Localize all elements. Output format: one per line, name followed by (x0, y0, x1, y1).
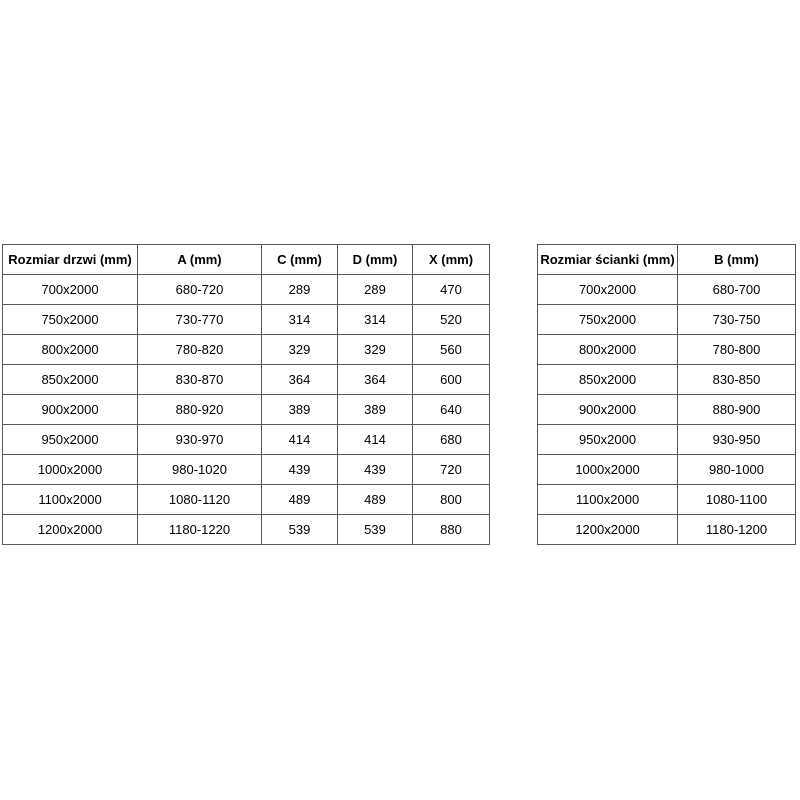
table-cell: 680-700 (678, 275, 796, 305)
table-cell: 640 (413, 395, 490, 425)
table-cell: 1100x2000 (538, 485, 678, 515)
column-header: A (mm) (138, 245, 262, 275)
table-cell: 950x2000 (538, 425, 678, 455)
table-cell: 800 (413, 485, 490, 515)
table-row (538, 275, 796, 305)
table-cell: 1080-1120 (138, 485, 262, 515)
table-cell: 980-1000 (678, 455, 796, 485)
table-cell: 1200x2000 (3, 515, 138, 545)
column-header: Rozmiar ścianki (mm) (538, 245, 678, 275)
table-row (3, 425, 490, 455)
table-cell: 680-720 (138, 275, 262, 305)
table-cell: 950x2000 (3, 425, 138, 455)
column-header: B (mm) (678, 245, 796, 275)
table-cell: 329 (338, 335, 413, 365)
table-cell: 289 (338, 275, 413, 305)
table-cell: 720 (413, 455, 490, 485)
table-row (3, 485, 490, 515)
table-cell: 489 (338, 485, 413, 515)
table-cell: 850x2000 (3, 365, 138, 395)
table-cell: 780-820 (138, 335, 262, 365)
table-cell: 389 (262, 395, 338, 425)
table-row (538, 395, 796, 425)
table-cell: 289 (262, 275, 338, 305)
table-row (3, 515, 490, 545)
table-cell: 1100x2000 (3, 485, 138, 515)
door-sizes-table (2, 244, 490, 545)
table-cell: 700x2000 (3, 275, 138, 305)
table-cell: 329 (262, 335, 338, 365)
table-cell: 750x2000 (538, 305, 678, 335)
table-cell: 314 (262, 305, 338, 335)
table-cell: 1200x2000 (538, 515, 678, 545)
table-row (3, 365, 490, 395)
table-row (3, 395, 490, 425)
table-cell: 364 (262, 365, 338, 395)
table-cell: 880-920 (138, 395, 262, 425)
table-cell: 900x2000 (3, 395, 138, 425)
door-sizes-header-row (3, 245, 490, 275)
table-cell: 830-870 (138, 365, 262, 395)
table-cell: 1000x2000 (538, 455, 678, 485)
table-cell: 489 (262, 485, 338, 515)
table-cell: 930-970 (138, 425, 262, 455)
table-cell: 900x2000 (538, 395, 678, 425)
table-cell: 600 (413, 365, 490, 395)
table-cell: 980-1020 (138, 455, 262, 485)
table-row (3, 455, 490, 485)
table-cell: 800x2000 (3, 335, 138, 365)
table-cell: 730-770 (138, 305, 262, 335)
table-row (538, 365, 796, 395)
table-cell: 439 (262, 455, 338, 485)
table-cell: 314 (338, 305, 413, 335)
table-cell: 539 (338, 515, 413, 545)
table-row (538, 485, 796, 515)
table-cell: 439 (338, 455, 413, 485)
table-cell: 880-900 (678, 395, 796, 425)
table-cell: 700x2000 (538, 275, 678, 305)
table-row (3, 275, 490, 305)
table-cell: 880 (413, 515, 490, 545)
column-header: D (mm) (338, 245, 413, 275)
table-cell: 470 (413, 275, 490, 305)
wall-sizes-table (537, 244, 796, 545)
table-row (538, 335, 796, 365)
table-cell: 930-950 (678, 425, 796, 455)
table-cell: 414 (262, 425, 338, 455)
table-cell: 520 (413, 305, 490, 335)
table-cell: 1180-1220 (138, 515, 262, 545)
column-header: Rozmiar drzwi (mm) (3, 245, 138, 275)
table-cell: 780-800 (678, 335, 796, 365)
table-cell: 560 (413, 335, 490, 365)
table-cell: 1180-1200 (678, 515, 796, 545)
table-row (538, 425, 796, 455)
column-header: C (mm) (262, 245, 338, 275)
table-row (538, 305, 796, 335)
table-row (3, 305, 490, 335)
table-row (3, 335, 490, 365)
column-header: X (mm) (413, 245, 490, 275)
table-cell: 830-850 (678, 365, 796, 395)
table-cell: 364 (338, 365, 413, 395)
table-cell: 750x2000 (3, 305, 138, 335)
table-row (538, 455, 796, 485)
table-cell: 1000x2000 (3, 455, 138, 485)
table-cell: 800x2000 (538, 335, 678, 365)
table-cell: 1080-1100 (678, 485, 796, 515)
table-cell: 680 (413, 425, 490, 455)
table-cell: 414 (338, 425, 413, 455)
table-cell: 539 (262, 515, 338, 545)
table-row (538, 515, 796, 545)
wall-sizes-header-row (538, 245, 796, 275)
table-cell: 389 (338, 395, 413, 425)
table-cell: 730-750 (678, 305, 796, 335)
table-cell: 850x2000 (538, 365, 678, 395)
